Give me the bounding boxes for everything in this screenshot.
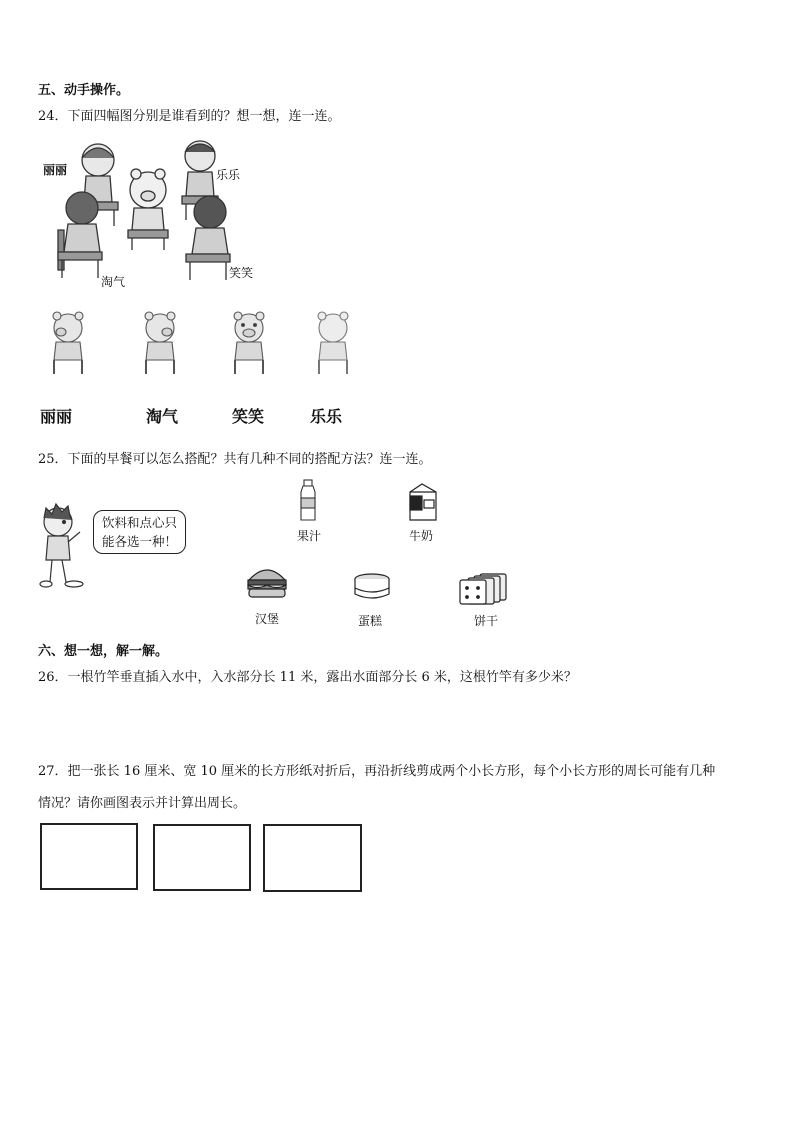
speech-line-1: 饮料和点心只 — [102, 515, 178, 530]
scene-label-taoqi: 淘气 — [101, 275, 126, 289]
milk-carton-icon — [406, 482, 440, 522]
view-label-2: 淘气 — [146, 407, 179, 426]
drawing-box-3[interactable] — [263, 824, 362, 892]
question-27-line-1: 27．把一张长 16 厘米、宽 10 厘米的长方形纸对折后，再沿折线剪成两个小长方形，每个小长方形的周长可能有几种 — [38, 764, 716, 779]
pig-view-2-icon — [140, 310, 180, 376]
question-27-line-2: 情况？请你画图表示并计算出周长。 — [38, 796, 247, 811]
pig-view-1-icon — [48, 310, 88, 376]
scene-label-lili: 丽丽 — [43, 163, 68, 177]
section-5-heading: 五、动手操作。 — [38, 83, 130, 98]
snack-label-biscuit: 饼干 — [474, 614, 499, 628]
view-label-1: 丽丽 — [40, 407, 73, 426]
view-label-4: 乐乐 — [310, 407, 343, 426]
scene-label-lele: 乐乐 — [216, 168, 241, 182]
drawing-box-2[interactable] — [153, 824, 251, 891]
section-6-heading: 六、想一想，解一解。 — [38, 644, 169, 659]
snack-label-cake: 蛋糕 — [358, 614, 383, 628]
view-label-3: 笑笑 — [232, 407, 265, 426]
drawing-box-1[interactable] — [40, 823, 138, 890]
question-26-text: 26．一根竹竿垂直插入水中，入水部分长 11 米，露出水面部分长 6 米，这根竹竿有多少米？ — [38, 670, 577, 685]
biscuit-icon — [458, 572, 512, 606]
juice-bottle-icon — [298, 478, 318, 522]
pig-view-3-icon — [229, 310, 269, 376]
hamburger-icon — [245, 562, 289, 602]
drink-label-milk: 牛奶 — [409, 529, 434, 543]
speech-line-2: 能各选一种！ — [102, 534, 178, 549]
pig-view-4-icon — [313, 310, 353, 376]
drink-label-juice: 果汁 — [297, 529, 322, 543]
boy-character-illustration — [34, 502, 94, 594]
scene-label-xiaoxiao: 笑笑 — [229, 266, 254, 280]
question-24-text: 24．下面四幅图分别是谁看到的？想一想，连一连。 — [38, 109, 341, 124]
cake-icon — [352, 572, 392, 602]
question-25-text: 25．下面的早餐可以怎么搭配？共有几种不同的搭配方法？连一连。 — [38, 452, 432, 467]
classroom-scene-illustration — [40, 130, 260, 290]
speech-bubble — [93, 510, 186, 554]
snack-label-hamburger: 汉堡 — [255, 612, 280, 626]
